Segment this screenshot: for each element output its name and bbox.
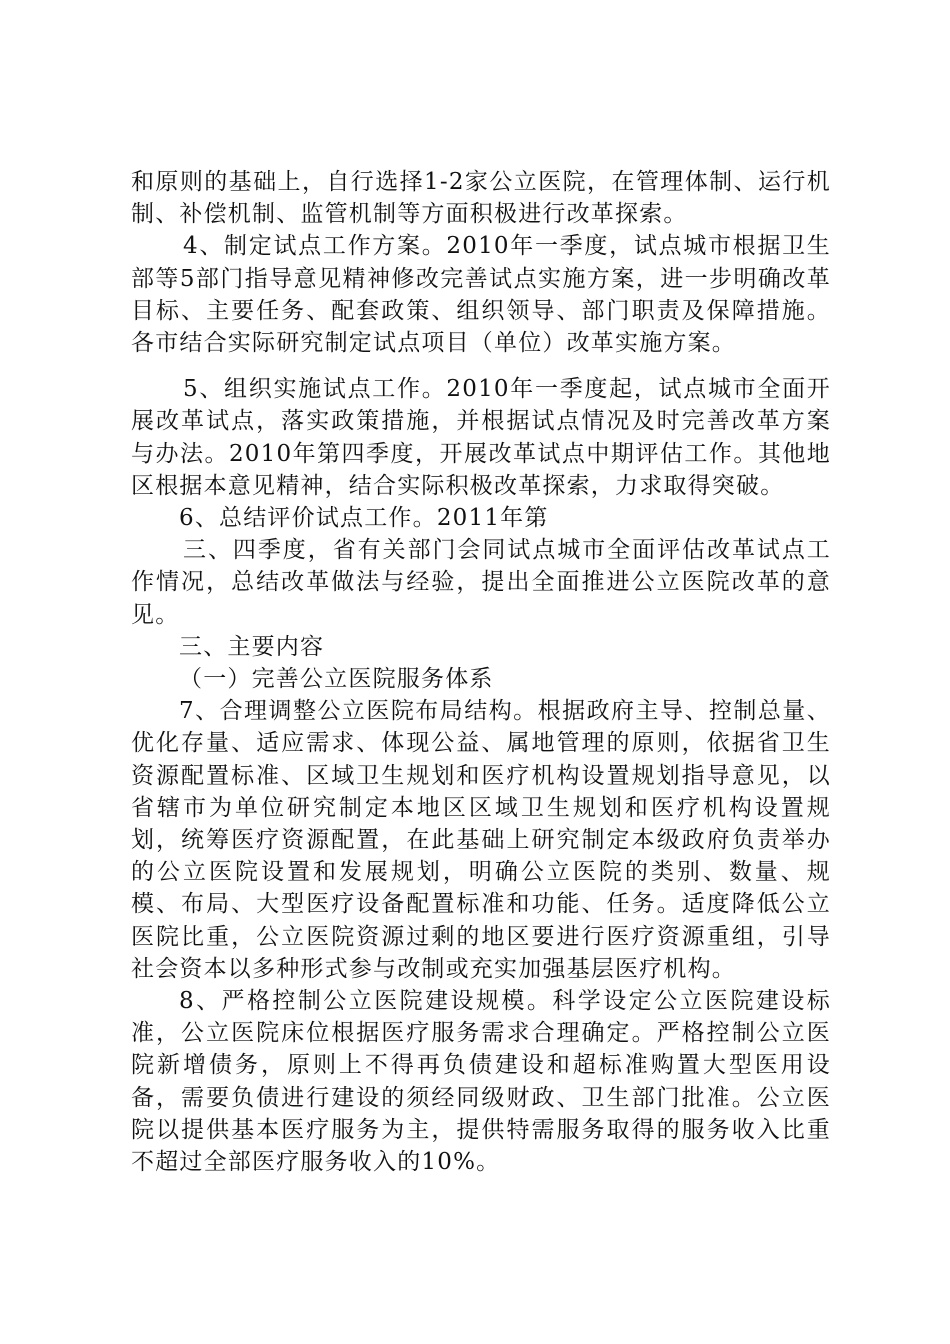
document-body: [131, 166, 831, 1178]
section-heading-main-content: 三、主要内容: [179, 633, 325, 660]
paragraph-item-4: 4、制定试点工作方案。2010年一季度，试点城市根据卫生部等5部门指导意见精神修改完善试点实施方案，进一步明确改革目标、主要任务、配套政策、组织领导、部门职责及保障措施。各市结合实际研究制定试点项目（单位）改革实施方案。: [131, 233, 831, 357]
paragraph-continuation: 和原则的基础上，自行选择1-2家公立医院，在管理体制、运行机制、补偿机制、监管机制等方面积极进行改革探索。: [131, 169, 831, 228]
paragraph-item-6-continued: 三、四季度，省有关部门会同试点城市全面评估改革试点工作情况，总结改革做法与经验，提出全面推进公立医院改革的意见。: [131, 537, 831, 628]
subsection-heading-service-system: （一）完善公立医院服务体系: [179, 666, 494, 693]
paragraph-item-8: 8、严格控制公立医院建设规模。科学设定公立医院建设标准，公立医院床位根据医疗服务需求合理确定。严格控制公立医院新增债务，原则上不得再负债建设和超标准购置大型医用设备，需要负债进行建设的须经同级财政、卫生部门批准。公立医院以提供基本医疗服务为主，提供特需服务取得的服务收入比重不超过全部医疗服务收入的10%。: [131, 988, 831, 1176]
paragraph-item-5: 5、组织实施试点工作。2010年一季度起，试点城市全面开展改革试点，落实政策措施，并根据试点情况及时完善改革方案与办法。2010年第四季度，开展改革试点中期评估工作。其他地区根据本意见精神，结合实际积极改革探索，力求取得突破。: [131, 376, 831, 499]
paragraph-item-6: 6、总结评价试点工作。2011年第: [179, 505, 549, 532]
paragraph-item-7: 7、合理调整公立医院布局结构。根据政府主导、控制总量、优化存量、适应需求、体现公益、属地管理的原则，依据省卫生资源配置标准、区域卫生规划和医疗机构设置规划指导意见，以省辖市为单位研究制定本地区区域卫生规划和医疗机构设置规划，统筹医疗资源配置，在此基础上研究制定本级政府负责举办的公立医院设置和发展规划，明确公立医院的类别、数量、规模、布局、大型医疗设备配置标准和功能、任务。适度降低公立医院比重，公立医院资源过剩的地区要进行医疗资源重组，引导社会资本以多种形式参与改制或充实加强基层医疗机构。: [131, 698, 831, 982]
